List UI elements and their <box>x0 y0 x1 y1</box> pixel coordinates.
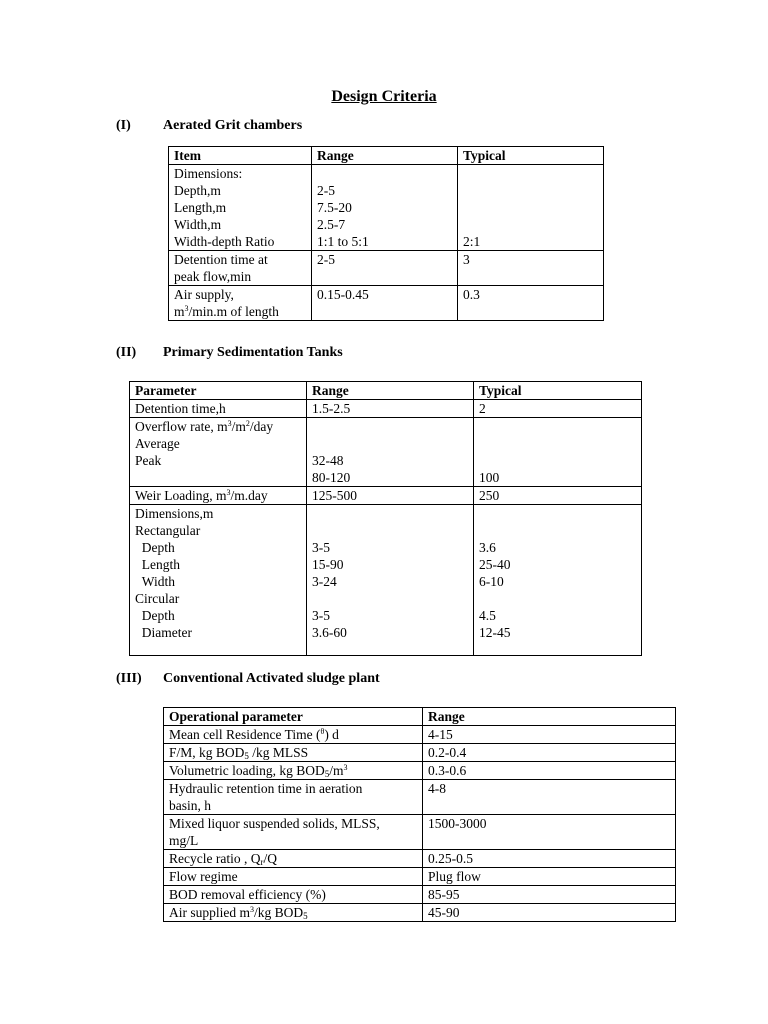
param-cell <box>164 762 423 780</box>
subscript: r <box>260 857 264 867</box>
cell-text <box>312 418 470 435</box>
cell-text: Length <box>135 557 180 572</box>
cell-text <box>479 452 638 469</box>
param-cell <box>164 815 423 850</box>
cell-text <box>463 182 600 199</box>
subscript: 5 <box>244 751 249 761</box>
cell-text: Width-depth Ratio <box>174 234 275 249</box>
param-cell <box>130 487 307 505</box>
column-header: Typical <box>474 382 642 400</box>
cell-text: basin, h <box>169 798 211 813</box>
cell-text: Dimensions: <box>174 166 243 181</box>
cell-text: 2:1 <box>463 234 481 249</box>
cell-text: 125-500 <box>312 488 357 503</box>
cell-text: 0.2-0.4 <box>428 745 467 760</box>
cell-text: 1:1 to 5:1 <box>317 234 369 249</box>
superscript: 3 <box>184 304 189 313</box>
cell-text <box>135 418 303 435</box>
param-cell <box>130 400 307 418</box>
param-cell <box>130 418 307 487</box>
range-cell <box>423 744 676 762</box>
item-cell <box>169 251 312 286</box>
table-row <box>130 505 642 656</box>
cell-text: 7.5-20 <box>317 200 352 215</box>
range-cell <box>423 850 676 868</box>
unit-text: Volumetric loading, kg BOD <box>169 763 325 778</box>
cell-text: 3-24 <box>312 574 337 589</box>
item-cell <box>169 286 312 321</box>
cell-text <box>317 165 454 182</box>
cell-text <box>174 303 308 320</box>
column-header: Range <box>423 708 676 726</box>
cell-text: mg/L <box>169 833 199 848</box>
param-cell <box>164 744 423 762</box>
cell-text: Detention time at <box>174 252 268 267</box>
section-title: Aerated Grit chambers <box>163 118 303 133</box>
cell-text: BOD removal efficiency (%) <box>169 887 326 902</box>
cell-text <box>312 522 470 539</box>
table-header-row <box>130 382 642 400</box>
unit-text: /day <box>249 419 274 434</box>
cell-text <box>463 199 600 216</box>
cell-text: 0.15-0.45 <box>317 287 369 302</box>
unit-text: /m <box>231 419 246 434</box>
superscript: 3 <box>250 905 254 914</box>
unit-text: /m <box>329 763 344 778</box>
cell-text <box>169 850 419 867</box>
cell-text: Diameter <box>135 625 192 640</box>
table-row <box>169 286 604 321</box>
typical-cell <box>458 165 604 251</box>
range-cell <box>312 251 458 286</box>
unit-text: Mean cell Residence Time ( <box>169 727 321 742</box>
cell-text: 12-45 <box>479 625 511 640</box>
table-row <box>164 780 676 815</box>
cell-text: Length,m <box>174 200 227 215</box>
section-number: (I) <box>116 118 131 133</box>
cell-text: 3 <box>463 252 470 267</box>
section-title: Conventional Activated sludge plant <box>163 671 380 686</box>
cell-text <box>479 505 638 522</box>
cell-text: 0.25-0.5 <box>428 851 473 866</box>
cell-text: 100 <box>479 470 500 485</box>
table-row <box>164 850 676 868</box>
table-row <box>164 744 676 762</box>
item-cell <box>169 165 312 251</box>
cell-text <box>169 762 419 779</box>
cell-text <box>463 165 600 182</box>
range-cell <box>307 418 474 487</box>
cell-text: 0.3 <box>463 287 480 302</box>
cell-text: 6-10 <box>479 574 504 589</box>
typical-cell <box>474 418 642 487</box>
range-cell <box>423 815 676 850</box>
cell-text <box>312 590 470 607</box>
cell-text: Flow regime <box>169 869 238 884</box>
cell-text: 3.6-60 <box>312 625 347 640</box>
typical-cell <box>458 251 604 286</box>
unit-text: ) d <box>324 727 339 742</box>
cell-text: 3-5 <box>312 540 330 555</box>
unit-text: Weir Loading, m <box>135 488 227 503</box>
typical-cell <box>474 400 642 418</box>
cell-text: Width <box>135 574 175 589</box>
cell-text: Mixed liquor suspended solids, MLSS, <box>169 816 380 831</box>
cell-text: Air supply, <box>174 287 234 302</box>
unit-text: /kg MLSS <box>248 745 309 760</box>
grit-chambers-table <box>168 146 604 321</box>
cell-text <box>312 505 470 522</box>
cell-text: 2.5-7 <box>317 217 346 232</box>
cell-text: 45-90 <box>428 905 460 920</box>
cell-text: Peak <box>135 453 162 468</box>
range-cell <box>423 762 676 780</box>
cell-text <box>479 435 638 452</box>
cell-text: Rectangular <box>135 523 201 538</box>
cell-text: Average <box>135 436 180 451</box>
subscript: 5 <box>303 911 308 921</box>
cell-text: Hydraulic retention time in aeration <box>169 781 363 796</box>
superscript: 3 <box>227 419 232 428</box>
cell-text <box>479 418 638 435</box>
column-header: Range <box>312 147 458 165</box>
param-cell <box>164 868 423 886</box>
cell-text: Depth <box>135 540 175 555</box>
param-cell <box>164 780 423 815</box>
table-row <box>130 487 642 505</box>
cell-text: 0.3-0.6 <box>428 763 467 778</box>
cell-text: 250 <box>479 488 500 503</box>
cell-text <box>463 216 600 233</box>
table-row <box>164 726 676 744</box>
cell-text: 1500-3000 <box>428 816 487 831</box>
unit-text: Overflow rate, m <box>135 419 228 434</box>
table-row <box>130 400 642 418</box>
range-cell <box>307 400 474 418</box>
unit-text: F/M, kg BOD <box>169 745 245 760</box>
cell-text: 2-5 <box>317 183 335 198</box>
range-cell <box>312 286 458 321</box>
unit-text: m <box>174 304 185 319</box>
cell-text: Plug flow <box>428 869 481 884</box>
cell-text: 1.5-2.5 <box>312 401 351 416</box>
superscript: 2 <box>245 419 250 428</box>
unit-text: /Q <box>263 851 277 866</box>
cell-text: peak flow,min <box>174 269 252 284</box>
cell-text: Circular <box>135 591 180 606</box>
range-cell <box>312 165 458 251</box>
page-title: Design Criteria <box>331 88 437 105</box>
range-cell <box>423 868 676 886</box>
cell-text <box>135 469 303 486</box>
table-row <box>164 868 676 886</box>
subscript: 5 <box>324 769 330 779</box>
table-row <box>130 418 642 487</box>
unit-text: Recycle ratio , Q <box>169 851 261 866</box>
table-header-row <box>164 708 676 726</box>
cell-text <box>479 590 638 607</box>
cell-text: Detention time,h <box>135 401 226 416</box>
typical-cell <box>474 487 642 505</box>
section-number: (III) <box>116 671 142 686</box>
cell-text: 3-5 <box>312 608 330 623</box>
table-row <box>169 165 604 251</box>
column-header: Range <box>307 382 474 400</box>
cell-text: 3.6 <box>479 540 496 555</box>
typical-cell <box>474 505 642 656</box>
section-title: Primary Sedimentation Tanks <box>163 345 343 360</box>
superscript: 3 <box>226 488 231 497</box>
cell-text: 25-40 <box>479 557 511 572</box>
typical-cell <box>458 286 604 321</box>
table-row <box>164 886 676 904</box>
cell-text <box>312 435 470 452</box>
column-header: Item <box>169 147 312 165</box>
activated-sludge-table <box>163 707 676 922</box>
cell-text: Dimensions,m <box>135 506 214 521</box>
cell-text: 4-8 <box>428 781 446 796</box>
column-header: Typical <box>458 147 604 165</box>
cell-text: 4-15 <box>428 727 453 742</box>
superscript: 3 <box>343 763 348 772</box>
unit-text: Air supplied m <box>169 905 250 920</box>
param-cell <box>164 850 423 868</box>
section-heading-sedimentation <box>116 345 343 361</box>
unit-text: /kg BOD <box>254 905 304 920</box>
cell-text <box>135 487 303 504</box>
cell-text <box>169 726 419 743</box>
section-heading-activated-sludge <box>116 671 380 687</box>
cell-text: 80-120 <box>312 470 351 485</box>
section-heading-grit-chambers <box>116 118 302 134</box>
range-cell <box>423 726 676 744</box>
cell-text: 15-90 <box>312 557 344 572</box>
cell-text: Width,m <box>174 217 222 232</box>
table-row <box>169 251 604 286</box>
cell-text: 2-5 <box>317 252 335 267</box>
cell-text: 85-95 <box>428 887 460 902</box>
param-cell <box>164 726 423 744</box>
range-cell <box>307 505 474 656</box>
range-cell <box>423 886 676 904</box>
unit-text: /m.day <box>230 488 268 503</box>
cell-text: 2 <box>479 401 486 416</box>
range-cell <box>423 904 676 922</box>
range-cell <box>307 487 474 505</box>
param-cell <box>164 904 423 922</box>
table-row <box>164 904 676 922</box>
superscript: θ <box>320 727 325 736</box>
table-row <box>164 762 676 780</box>
table-row <box>164 815 676 850</box>
cell-text <box>169 744 419 761</box>
cell-text <box>479 522 638 539</box>
column-header: Parameter <box>130 382 307 400</box>
cell-text <box>169 904 419 921</box>
range-cell <box>423 780 676 815</box>
section-number: (II) <box>116 345 137 360</box>
cell-text: Depth,m <box>174 183 221 198</box>
table-header-row <box>169 147 604 165</box>
unit-text: /min.m of length <box>188 304 279 319</box>
cell-text: 32-48 <box>312 453 344 468</box>
param-cell <box>130 505 307 656</box>
cell-text: Depth <box>135 608 175 623</box>
cell-text: 4.5 <box>479 608 496 623</box>
column-header: Operational parameter <box>164 708 423 726</box>
param-cell <box>164 886 423 904</box>
sedimentation-table <box>129 381 642 656</box>
